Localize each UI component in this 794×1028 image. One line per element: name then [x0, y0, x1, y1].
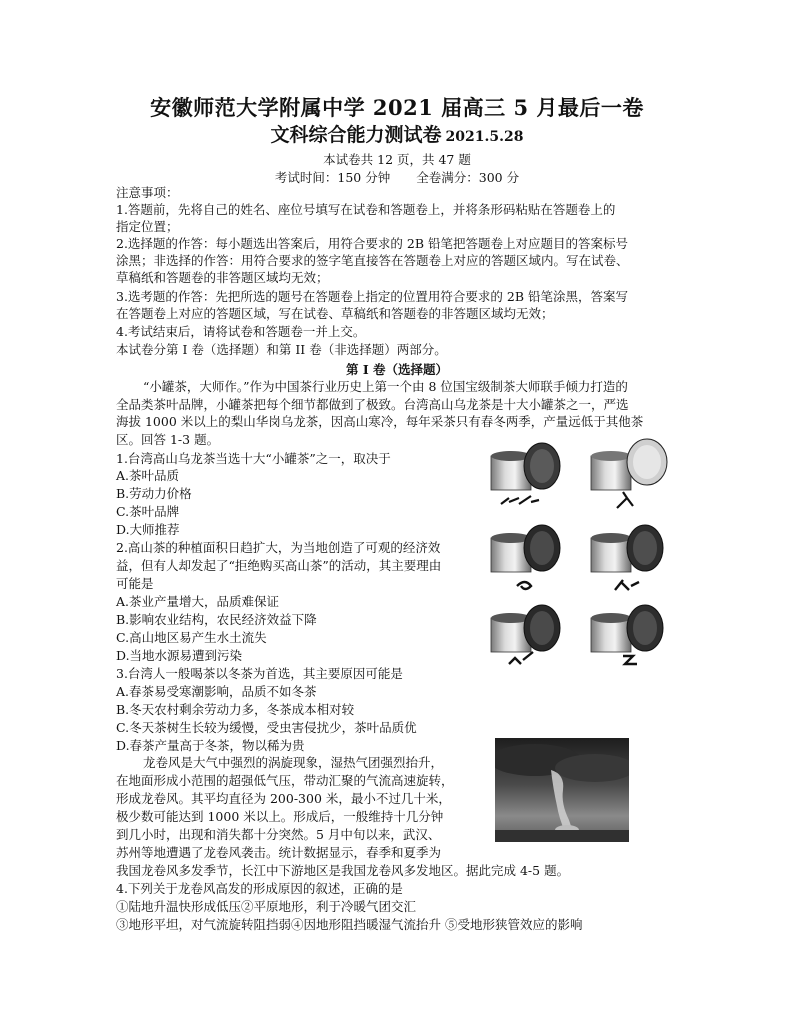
question-4-choice: ③地形平坦，对气流旋转阻挡弱④因地形阻挡暖湿气流抬升 ⑤受地形狭管效应的影响 — [116, 917, 583, 932]
exam-date: 2021.5.28 — [445, 129, 524, 145]
note-line: 3.选考题的作答：先把所选的题号在答题卷上指定的位置用符合要求的 2B 铅笔涂黑，答案写 — [116, 289, 629, 304]
question-1-option: C.茶叶品牌 — [116, 504, 180, 519]
note-line: 草稿纸和答题卷的非答题区域均无效； — [116, 270, 329, 285]
question-2-stem: 益，但有人却发起了“拒绝购买高山茶”的活动，其主要理由 — [116, 558, 442, 573]
passage-line: 全品类茶叶品牌，小罐茶把每个细节都做到了极致。台湾高山乌龙茶是十大小罐茶之一，严选 — [116, 397, 629, 412]
exam-subtitle-text: 文科综合能力测试卷 — [270, 124, 442, 146]
tea-tin-image — [591, 439, 667, 508]
tornado-photo — [495, 738, 629, 842]
exam-subtitle — [0, 120, 794, 147]
question-1-option: A.茶叶品质 — [116, 468, 180, 483]
passage-line: 到几小时，出现和消失都十分突然。5 月中旬以来，武汉、 — [116, 827, 441, 842]
question-1-option: B.劳动力价格 — [116, 486, 192, 501]
passage-line: 海拔 1000 米以上的梨山华岗乌龙茶，因高山寒冷，每年采茶只有春冬两季，产量远低于其他茶 — [116, 414, 644, 429]
tea-tin-image — [491, 605, 560, 664]
question-2-option: C.高山地区易产生水土流失 — [116, 630, 267, 645]
tea-tin-image — [591, 605, 663, 664]
question-1-option: D.大师推荐 — [116, 522, 180, 537]
exam-title: 安徽师范大学附属中学 2021 届高三 5 月最后一卷 — [150, 95, 644, 120]
passage-line: 苏州等地遭遇了龙卷风袭击。统计数据显示，春季和夏季为 — [116, 845, 442, 860]
tea-tin-image — [591, 525, 663, 590]
tea-tin-image — [491, 525, 560, 589]
note-line: 本试卷分第 I 卷（选择题）和第 II 卷（非选择题）两部分。 — [116, 342, 447, 357]
question-2-option: A.茶业产量增大，品质难保证 — [116, 594, 280, 609]
note-line: 1.答题前，先将自己的姓名、座位号填写在试卷和答题卷上，并将条形码粘贴在答题卷上的 — [116, 202, 616, 217]
note-line: 涂黑；非选择的作答：用符合要求的签字笔直接答在答题卷上对应的答题区域内。写在试卷、 — [116, 253, 629, 268]
exam-time: 考试时间：150 分钟 — [274, 170, 391, 185]
passage-line: 极少数可能达到 1000 米以上。形成后，一般维持十几分钟 — [116, 809, 444, 824]
passage-line: “小罐茶，大师作。”作为中国茶行业历史上第一个由 8 位国宝级制茶大师联手倾力打造的 — [143, 379, 628, 394]
question-2-stem: 可能是 — [116, 576, 154, 591]
note-line: 2.选择题的作答：每小题选出答案后，用符合要求的 2B 铅笔把答题卷上对应题目的答案标号 — [116, 236, 629, 251]
passage-line: 形成龙卷风。其平均直径为 200-300 米，最小不过几十米， — [116, 791, 451, 806]
question-2-option: D.当地水源易遭到污染 — [116, 648, 243, 663]
question-4-stem: 4.下列关于龙卷风高发的形成原因的叙述，正确的是 — [116, 881, 403, 896]
notes-heading: 注意事项： — [116, 185, 179, 200]
question-3-option: C.冬天茶树生长较为缓慢，受虫害侵扰少，茶叶品质优 — [116, 720, 417, 735]
question-2-stem: 2.高山茶的种植面积日趋扩大，为当地创造了可观的经济效 — [116, 540, 441, 555]
pages-info: 本试卷共 12 页，共 47 题 — [323, 152, 471, 167]
question-4-choice: ①陆地升温快形成低压②平原地形，利于冷暖气团交汇 — [116, 899, 417, 914]
question-3-option: D.春茶产量高于冬茶，物以稀为贵 — [116, 738, 305, 753]
tea-tins-figure — [487, 438, 683, 670]
question-3-stem: 3.台湾人一般喝茶以冬茶为首选，其主要原因可能是 — [116, 666, 403, 681]
passage-line: 我国龙卷风多发季节，长江中下游地区是我国龙卷风多发地区。据此完成 4-5 题。 — [116, 863, 570, 878]
passage-line: 龙卷风是大气中强烈的涡旋现象，湿热气团强烈抬升， — [143, 755, 444, 770]
note-line: 在答题卷上对应的答题区域，写在试卷、草稿纸和答题卷的非答题区域均无效； — [116, 306, 554, 321]
question-3-option: B.冬天农村剩余劳动力多，冬茶成本相对较 — [116, 702, 355, 717]
note-line: 4.考试结束后，请将试卷和答题卷一并上交。 — [116, 324, 366, 339]
note-line: 指定位置； — [116, 219, 179, 234]
exam-score: 全卷满分：300 分 — [416, 170, 520, 185]
question-2-option: B.影响农业结构，农民经济效益下降 — [116, 612, 317, 627]
passage-line: 区。回答 1-3 题。 — [116, 432, 220, 447]
question-3-option: A.春茶易受寒潮影响，品质不如冬茶 — [116, 684, 317, 699]
question-1-stem: 1.台湾高山乌龙茶当选十大“小罐茶”之一，取决于 — [116, 451, 391, 466]
section-title: 第 I 卷（选择题） — [345, 362, 449, 377]
tea-tin-image — [491, 443, 560, 504]
passage-line: 在地面形成小范围的超强低气压，带动汇聚的气流高速旋转， — [116, 773, 454, 788]
